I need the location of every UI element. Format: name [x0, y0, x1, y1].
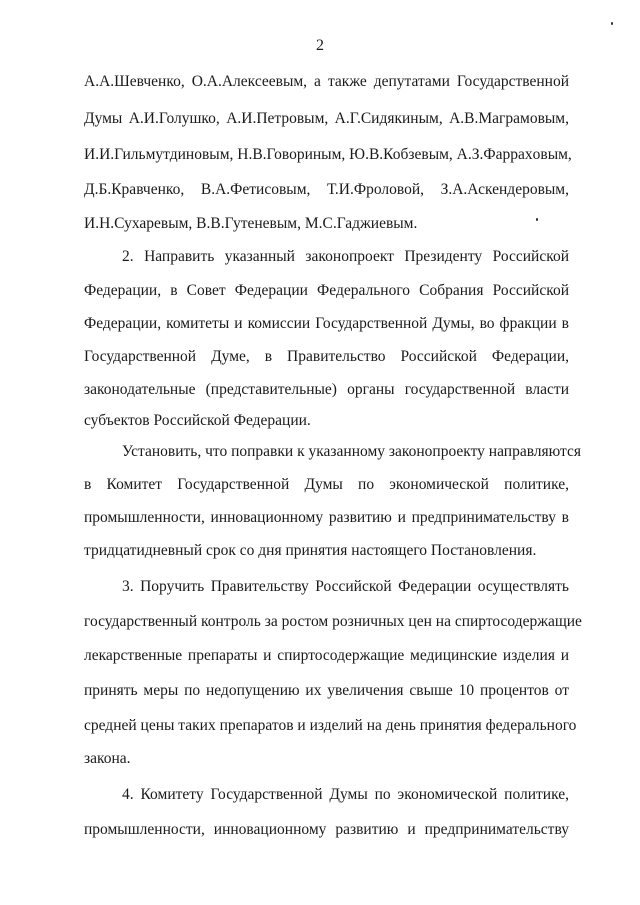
text-line: лекарственные препараты и спиртосодержащие медицинские изделия и	[84, 647, 569, 664]
text-line: Государственной Думе, в Правительство Российской Федерации,	[84, 348, 569, 365]
text-line: 4. Комитету Государственной Думы по экономической политике,	[122, 786, 569, 803]
text-line: средней цены таких препаратов и изделий на день принятия федерального	[84, 717, 577, 734]
scan-speck	[611, 22, 613, 25]
text-line: Думы А.И.Голушко, А.И.Петровым, А.Г.Сидякиным, А.В.Маграмовым,	[84, 110, 569, 127]
text-line: 2. Направить указанный законопроект Президенту Российской	[122, 248, 569, 265]
text-line: закона.	[84, 750, 131, 767]
text-line: субъектов Российской Федерации.	[84, 412, 311, 429]
text-line: промышленности, инновационному развитию и предпринимательству в	[84, 509, 569, 526]
text-line: принять меры по недопущению их увеличения свыше 10 процентов от	[84, 682, 569, 699]
text-line: в Комитет Государственной Думы по экономической политике,	[84, 476, 569, 493]
text-line: промышленности, инновационному развитию и предпринимательству	[84, 821, 569, 838]
text-line: 3. Поручить Правительству Российской Федерации осуществлять	[122, 578, 569, 595]
page-number: 2	[316, 37, 324, 54]
text-line: Федерации, в Совет Федерации Федерального Собрания Российской	[84, 282, 569, 299]
text-line: И.И.Гильмутдиновым, Н.В.Говориным, Ю.В.Кобзевым, А.З.Фаррахoвым,	[84, 146, 572, 163]
text-line: А.А.Шевченко, О.А.Алексеевым, а также депутатами Государственной	[84, 73, 569, 90]
text-line: Федерации, комитеты и комиссии Государственной Думы, во фракции в	[84, 315, 569, 332]
scan-speck	[536, 218, 538, 221]
text-line: Д.Б.Кравченко, В.А.Фетисовым, Т.И.Фроловой, З.А.Аскендеровым,	[84, 181, 569, 198]
text-line: И.Н.Сухаревым, В.В.Гутеневым, М.С.Гаджиевым.	[84, 215, 418, 232]
text-line: государственный контроль за ростом розничных цен на спиртосодержащие	[84, 613, 582, 630]
text-line: законодательные (представительные) органы государственной власти	[84, 381, 569, 398]
text-line: Установить, что поправки к указанному законопроекту направляются	[122, 443, 582, 460]
text-line: тридцатидневный срок со дня принятия настоящего Постановления.	[84, 542, 537, 559]
